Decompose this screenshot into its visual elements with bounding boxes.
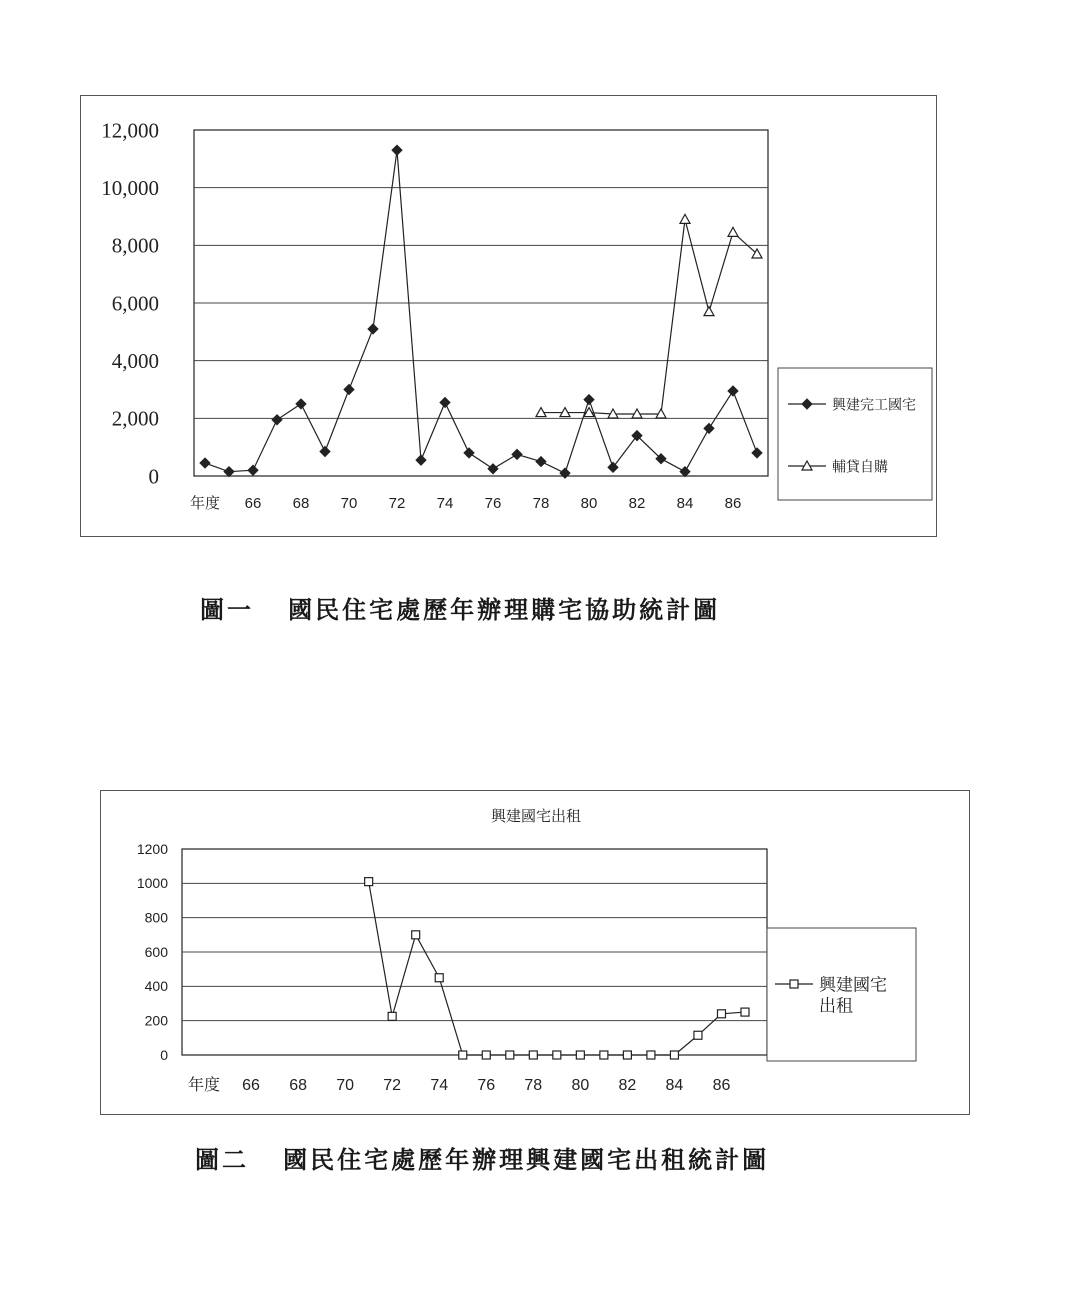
x-tick-label: 68 — [289, 1077, 307, 1094]
series-line-1 — [369, 882, 745, 1055]
data-point — [560, 468, 570, 478]
data-point — [600, 1051, 608, 1059]
data-point — [647, 1051, 655, 1059]
legend-label: 興建完工國宅 — [832, 396, 916, 413]
data-point — [344, 385, 354, 395]
x-tick-label: 82 — [628, 495, 646, 512]
data-point — [752, 448, 762, 458]
x-tick-label-year: 年度 — [189, 495, 221, 512]
y-tick-label: 600 — [144, 943, 168, 960]
data-point — [694, 1031, 702, 1039]
legend-label: 興建國宅 — [819, 975, 887, 995]
data-point — [704, 307, 714, 316]
data-point — [464, 448, 474, 458]
x-tick-label: 86 — [724, 495, 742, 512]
y-tick-label: 1200 — [136, 840, 168, 857]
data-point — [224, 467, 234, 477]
x-tick-label: 84 — [665, 1077, 684, 1094]
x-tick-label: 66 — [244, 495, 262, 512]
data-point — [388, 1012, 396, 1020]
data-point — [704, 423, 714, 433]
data-point — [296, 399, 306, 409]
data-point — [488, 464, 498, 474]
x-tick-label: 86 — [712, 1077, 731, 1094]
data-point — [248, 465, 258, 475]
data-point — [440, 397, 450, 407]
x-tick-label: 78 — [524, 1077, 543, 1094]
x-tick-label: 76 — [484, 495, 502, 512]
y-tick-label: 800 — [144, 909, 168, 926]
x-tick-label: 70 — [340, 495, 358, 512]
y-tick-label: 0 — [148, 464, 159, 489]
legend-label: 輔貸自購 — [832, 458, 888, 475]
y-tick-label: 0 — [160, 1046, 168, 1063]
data-point — [576, 1051, 584, 1059]
data-point — [680, 214, 690, 223]
data-point — [365, 878, 373, 886]
legend-marker — [790, 980, 798, 988]
data-point — [623, 1051, 631, 1059]
series-line-2 — [541, 219, 757, 414]
x-tick-label: 70 — [336, 1077, 355, 1094]
data-point — [728, 386, 738, 396]
x-tick-label-year: 年度 — [187, 1077, 221, 1094]
data-point — [584, 395, 594, 405]
figure-2-caption: 圖二 國民住宅處歷年辦理興建國宅出租統計圖 — [195, 1145, 770, 1174]
data-point — [392, 145, 402, 155]
x-tick-label: 80 — [571, 1077, 590, 1094]
x-tick-label: 84 — [676, 495, 694, 512]
x-tick-label: 80 — [580, 495, 598, 512]
y-tick-label: 400 — [144, 978, 168, 995]
x-tick-label: 68 — [292, 495, 310, 512]
data-point — [608, 462, 618, 472]
y-tick-label: 12,000 — [101, 118, 159, 143]
data-point — [553, 1051, 561, 1059]
legend-box — [767, 928, 916, 1061]
data-point — [512, 449, 522, 459]
data-point — [272, 415, 282, 425]
chart-1-svg — [81, 96, 936, 536]
y-tick-label: 10,000 — [101, 176, 159, 201]
data-point — [320, 446, 330, 456]
y-tick-label: 4,000 — [111, 349, 159, 374]
chart-frame-figure-2 — [100, 790, 970, 1115]
y-tick-label: 8,000 — [111, 233, 159, 258]
chart-frame-figure-1 — [80, 95, 937, 537]
data-point — [680, 467, 690, 477]
chart-2-svg — [101, 791, 969, 1114]
legend-label: 出租 — [819, 996, 853, 1016]
data-point — [200, 458, 210, 468]
x-tick-label: 74 — [436, 495, 454, 512]
x-tick-label: 72 — [383, 1077, 402, 1094]
data-point — [368, 324, 378, 334]
data-point — [728, 227, 738, 236]
data-point — [670, 1051, 678, 1059]
x-tick-label: 82 — [618, 1077, 637, 1094]
data-point — [506, 1051, 514, 1059]
x-tick-label: 72 — [388, 495, 406, 512]
x-tick-label: 76 — [477, 1077, 496, 1094]
data-point — [416, 455, 426, 465]
data-point — [529, 1051, 537, 1059]
data-point — [435, 974, 443, 982]
data-point — [412, 931, 420, 939]
x-tick-label: 78 — [532, 495, 550, 512]
y-tick-label: 200 — [144, 1012, 168, 1029]
data-point — [717, 1010, 725, 1018]
legend-box — [778, 368, 932, 500]
data-point — [482, 1051, 490, 1059]
x-tick-label: 74 — [430, 1077, 449, 1094]
data-point — [741, 1008, 749, 1016]
figure-1-caption: 圖一 國民住宅處歷年辦理購宅協助統計圖 — [200, 595, 721, 624]
data-point — [459, 1051, 467, 1059]
x-tick-label: 66 — [242, 1077, 260, 1094]
y-tick-label: 1000 — [136, 875, 168, 892]
chart-title: 興建國宅出租 — [490, 808, 582, 825]
data-point — [536, 457, 546, 467]
y-tick-label: 2,000 — [111, 406, 159, 431]
y-tick-label: 6,000 — [111, 291, 159, 316]
